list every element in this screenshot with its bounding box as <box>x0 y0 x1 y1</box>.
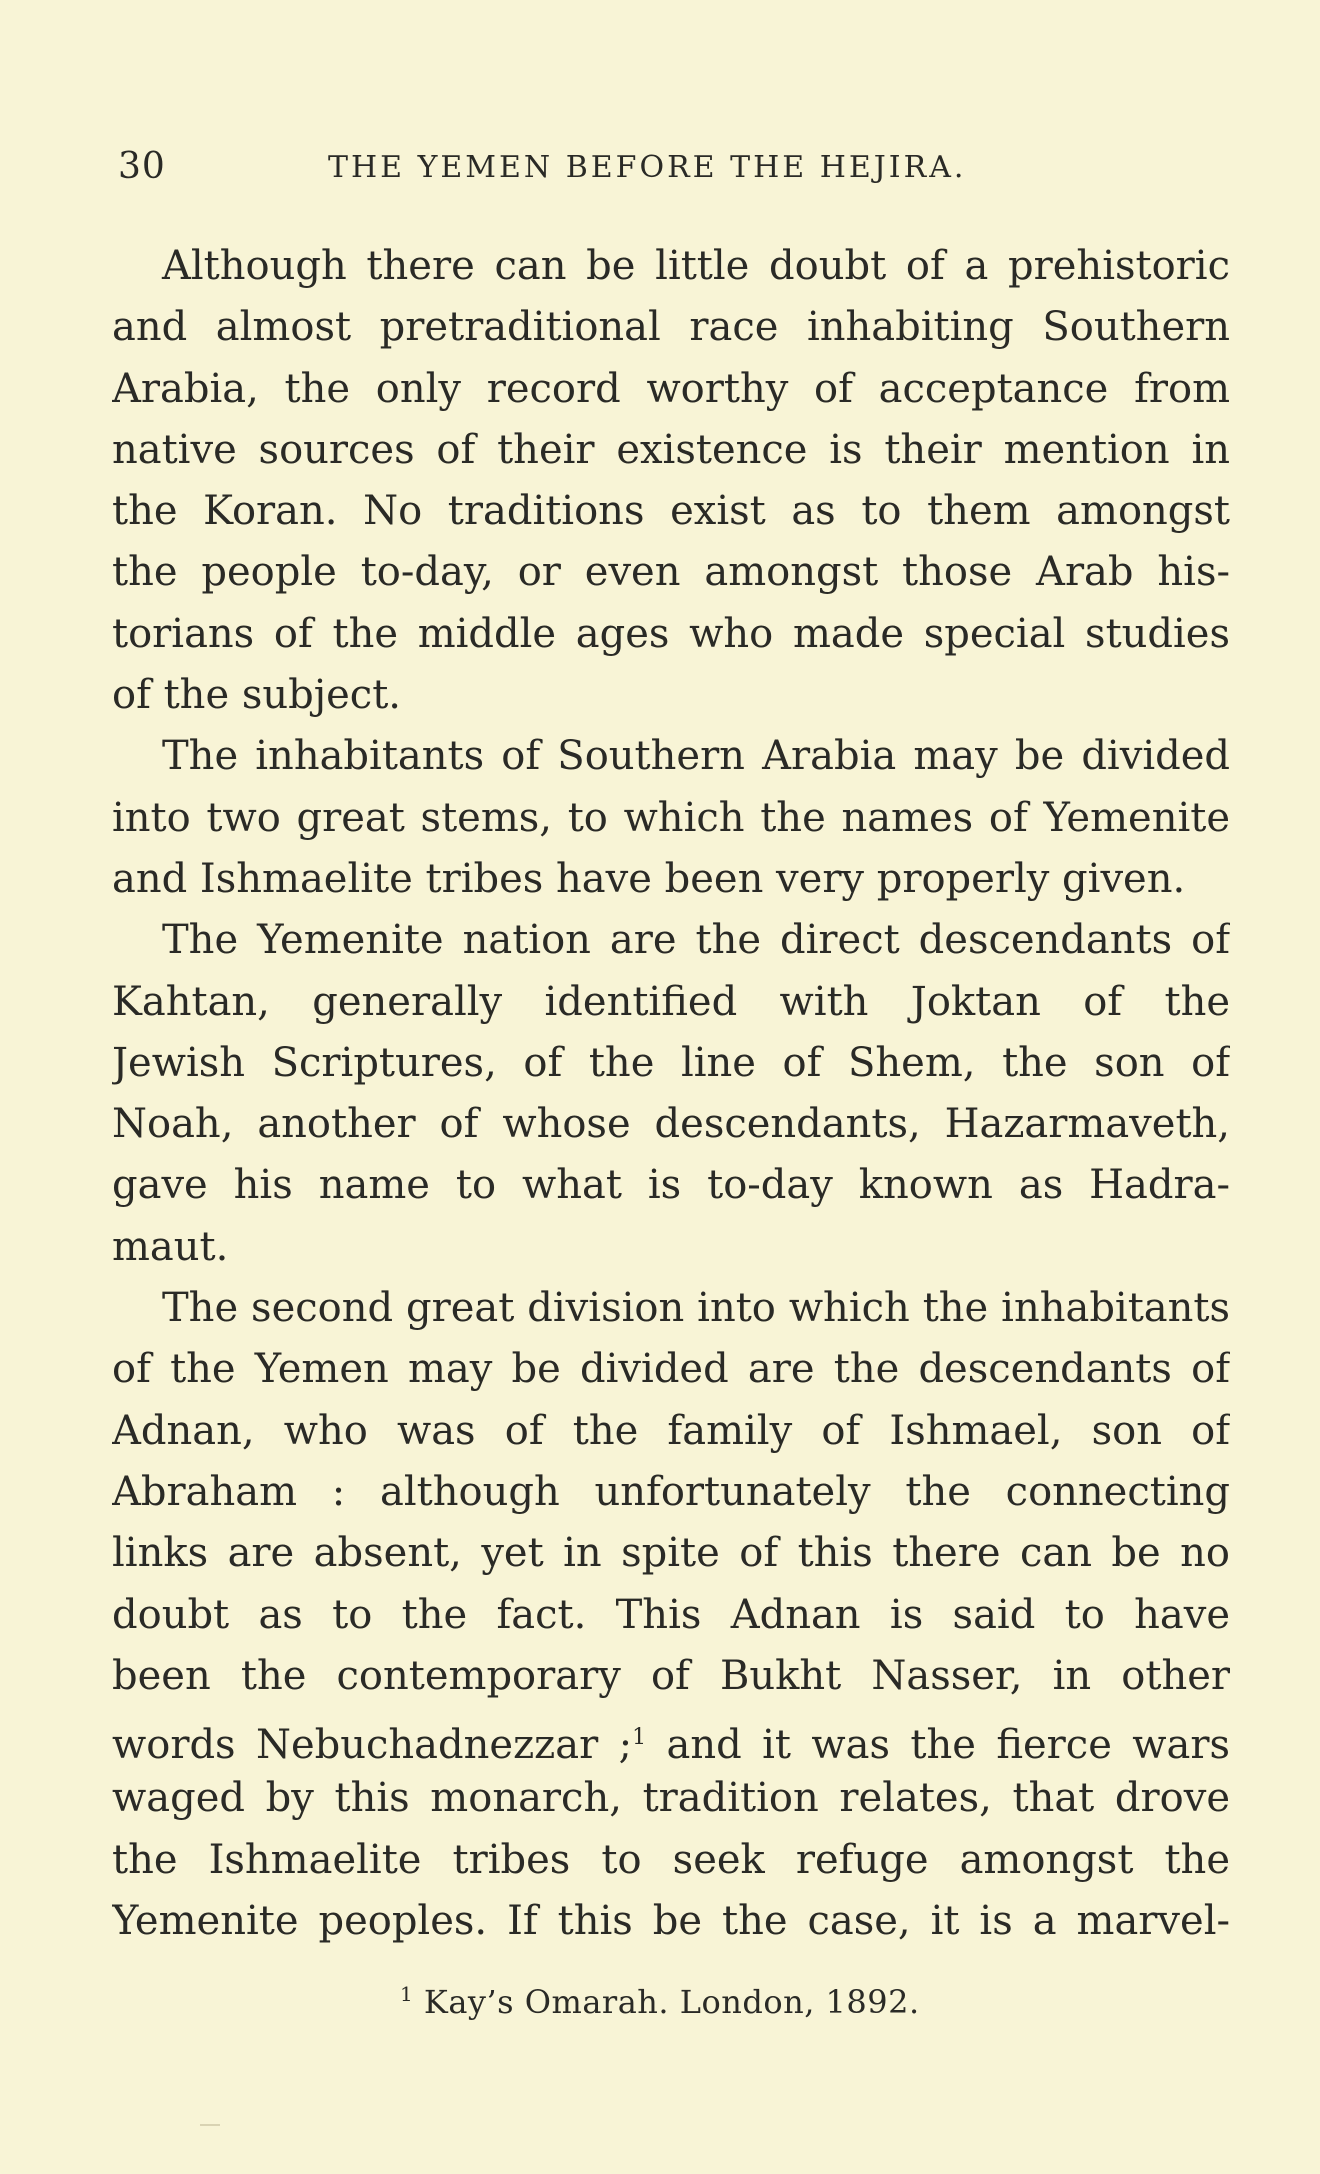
text-line: The second great division into which the inhabitants <box>162 1285 1230 1332</box>
text-line: the people to-day, or even amongst those Arab his- <box>112 549 1230 596</box>
text-line-with-footnote-ref <box>112 1707 1230 1768</box>
footnote-text: Kay’s Omarah. London, 1892. <box>423 1983 920 2021</box>
text-line: Noah, another of whose descendants, Hazarmaveth, <box>112 1101 1230 1148</box>
text-line: waged by this monarch, tradition relates, that drove <box>112 1775 1230 1822</box>
text-line: links are absent, yet in spite of this there can be no <box>112 1530 1230 1577</box>
text-line: doubt as to the fact. This Adnan is said to have <box>112 1591 1230 1638</box>
footnote-marker: 1 <box>400 1982 414 2006</box>
text-line: The inhabitants of Southern Arabia may be divided <box>162 733 1230 780</box>
text-line: Yemenite peoples. If this be the case, it is a marvel- <box>112 1898 1230 1945</box>
text-line: and almost pretraditional race inhabiting Southern <box>112 304 1230 351</box>
text-line: maut. <box>112 1223 229 1270</box>
text-line: Adnan, who was of the family of Ishmael, son of <box>112 1407 1230 1454</box>
text-line: native sources of their existence is their mention in <box>112 426 1230 473</box>
text-line: of the subject. <box>112 672 401 719</box>
footnote <box>400 1982 920 2021</box>
footnote-reference[interactable]: 1 <box>632 1725 647 1751</box>
text-line: into two great stems, to which the names of Yemenite <box>112 794 1230 841</box>
text-line: Abraham : although unfortunately the connecting <box>112 1468 1230 1515</box>
text-line: Arabia, the only record worthy of acceptance from <box>112 365 1230 412</box>
text-line: gave his name to what is to-day known as Hadra- <box>112 1162 1230 1209</box>
text-line: been the contemporary of Bukht Nasser, in other <box>112 1652 1230 1699</box>
page-blemish <box>200 2124 220 2126</box>
text-line: Jewish Scriptures, of the line of Shem, the son of <box>112 1039 1230 1086</box>
text-line: Kahtan, generally identified with Joktan of the <box>112 978 1230 1025</box>
text-line: of the Yemen may be divided are the descendants of <box>112 1346 1230 1393</box>
text-line: the Koran. No traditions exist as to them amongst <box>112 488 1230 535</box>
page-number: 30 <box>118 146 166 187</box>
text-line: torians of the middle ages who made special studies <box>112 610 1230 657</box>
text-line: The Yemenite nation are the direct descendants of <box>162 917 1230 964</box>
body-text <box>112 236 1230 1952</box>
page-header <box>118 146 1228 196</box>
text-fragment: words Nebuchadnezzar ; <box>112 1722 633 1769</box>
text-fragment: and it was the fierce wars <box>646 1722 1230 1769</box>
text-line: the Ishmaelite tribes to seek refuge amongst the <box>112 1836 1230 1883</box>
running-head: THE YEMEN BEFORE THE HEJIRA. <box>328 150 967 185</box>
text-line: Although there can be little doubt of a prehistoric <box>162 243 1230 289</box>
text-line: and Ishmaelite tribes have been very properly given. <box>112 855 1186 902</box>
